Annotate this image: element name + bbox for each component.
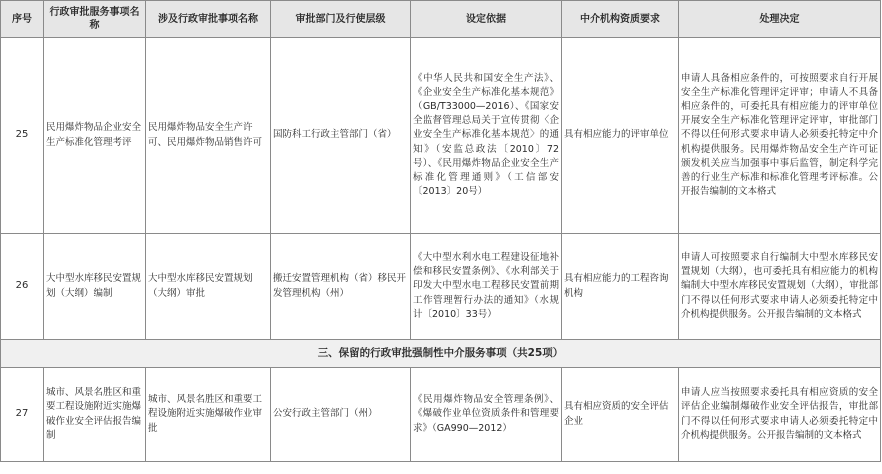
table-row <box>1 234 881 340</box>
row-decision: 申请人应当按照要求委托具有相应资质的安全评估企业编制爆破作业安全评估报告，审批部门不得以任何形式要求申请人必须委托特定中介机构提供服务。公开报告编制的文本格式 <box>679 368 881 462</box>
row-service-item: 民用爆炸物品企业安全生产标准化管理考评 <box>44 38 146 234</box>
header-qualification: 中介机构资质要求 <box>562 1 679 38</box>
header-legal-basis: 设定依据 <box>411 1 562 38</box>
row-qualification: 具有相应能力的工程咨询机构 <box>562 234 679 340</box>
row-legal-basis: 《中华人民共和国安全生产法》、《企业安全生产标准化基本规范》（GB/T33000—2016）、《国家安全监督管理总局关于宣传贯彻〈企业安全生产标准化基本规范〉的通知》（安监总政法〔2010〕72号）、《民用爆炸物品企业安全生产标准化管理通则》（工信部安〔2013〕20号） <box>411 38 562 234</box>
header-decision: 处理决定 <box>679 1 881 38</box>
row-legal-basis: 《大中型水利水电工程建设征地补偿和移民安置条例》、《水利部关于印发大中型水电工程移民安置前期工作管理暂行办法的通知》（水规计〔2010〕33号） <box>411 234 562 340</box>
header-service-item: 行政审批服务事项名称 <box>44 1 146 38</box>
row-legal-basis: 《民用爆炸物品安全管理条例》、《爆破作业单位资质条件和管理要求》（GA990—2012） <box>411 368 562 462</box>
row-service-item: 城市、风景名胜区和重要工程设施附近实施爆破作业安全评估报告编制 <box>44 368 146 462</box>
row-department-level: 搬迁安置管理机构（省）移民开发管理机构（州） <box>271 234 411 340</box>
section-title: 三、保留的行政审批强制性中介服务事项（共25项） <box>1 340 881 368</box>
row-approval-item: 城市、风景名胜区和重要工程设施附近实施爆破作业审批 <box>146 368 271 462</box>
table-row <box>1 368 881 462</box>
row-approval-item: 大中型水库移民安置规划（大纲）审批 <box>146 234 271 340</box>
row-decision: 申请人具备相应条件的，可按照要求自行开展安全生产标准化管理评定评审；申请人不具备相应条件的，可委托具有相应能力的评审单位开展安全生产标准化管理评定评审，审批部门不得以任何形式要求申请人必须委托特定中介机构提供服务。民用爆炸物品安全生产许可证颁发机关应当加强事中事后监管，制定科学完善的行业生产标准和标准化管理考评标准。公开报告编制的文本格式 <box>679 38 881 234</box>
row-qualification: 具有相应资质的安全评估企业 <box>562 368 679 462</box>
row-approval-item: 民用爆炸物品安全生产许可、民用爆炸物品销售许可 <box>146 38 271 234</box>
row-serial-no: 26 <box>1 234 44 340</box>
row-decision: 申请人可按照要求自行编制大中型水库移民安置规划（大纲），也可委托具有相应能力的机构编制大中型水库移民安置规划（大纲），审批部门不得以任何形式要求申请人必须委托特定中介机构提供服务。公开报告编制的文本格式 <box>679 234 881 340</box>
row-department-level: 公安行政主管部门（州） <box>271 368 411 462</box>
header-approval-item: 涉及行政审批事项名称 <box>146 1 271 38</box>
row-serial-no: 25 <box>1 38 44 234</box>
section-heading-row <box>1 340 881 368</box>
table-header-row <box>1 1 881 38</box>
row-department-level: 国防科工行政主管部门（省） <box>271 38 411 234</box>
row-qualification: 具有相应能力的评审单位 <box>562 38 679 234</box>
header-serial-no: 序号 <box>1 1 44 38</box>
row-serial-no: 27 <box>1 368 44 462</box>
table-row <box>1 38 881 234</box>
row-service-item: 大中型水库移民安置规划（大纲）编制 <box>44 234 146 340</box>
header-department-level: 审批部门及行使层级 <box>271 1 411 38</box>
